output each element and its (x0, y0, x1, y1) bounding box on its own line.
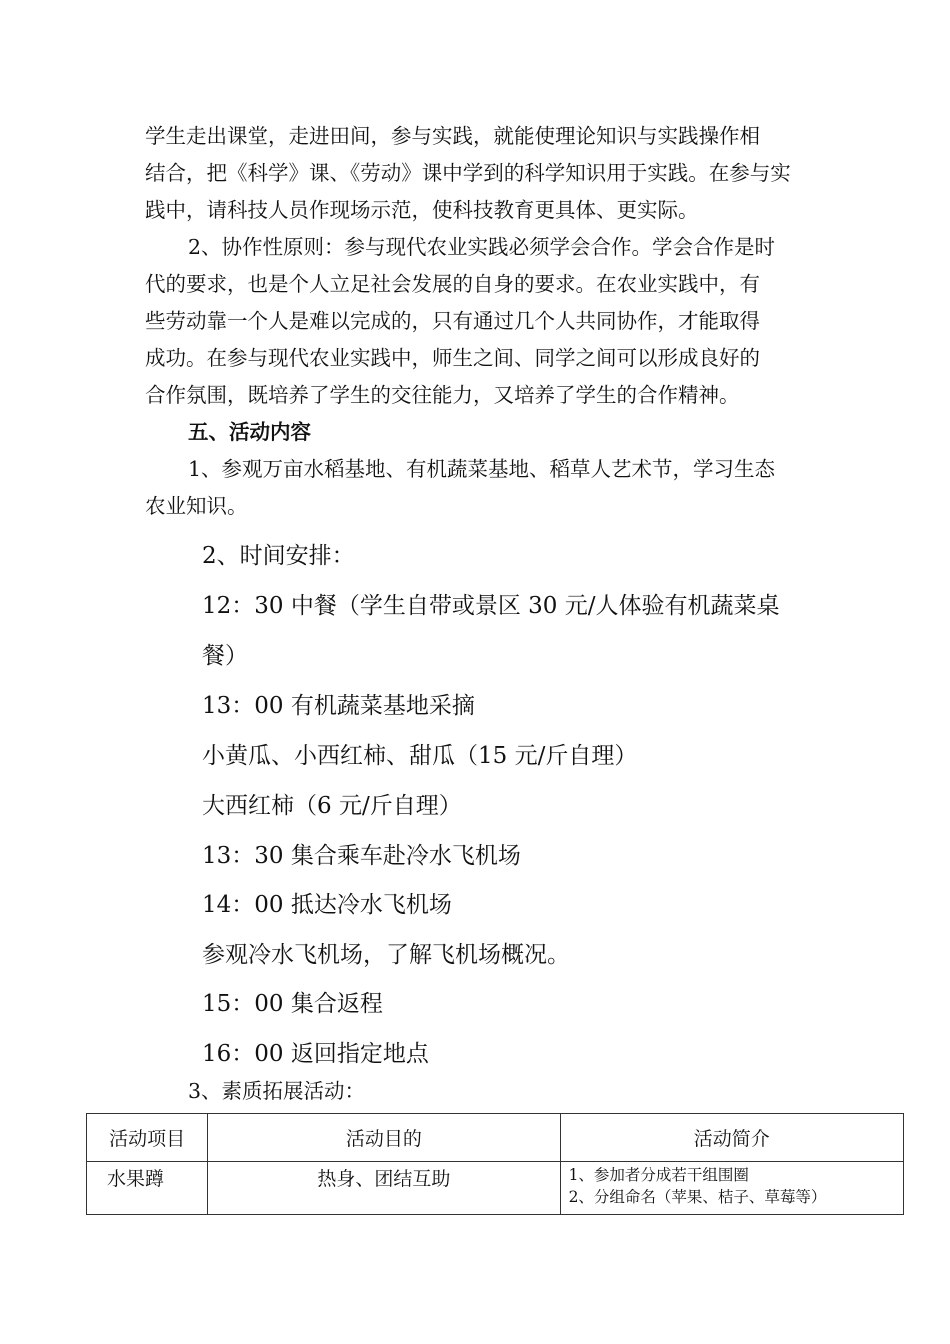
description-line: 2、分组命名（苹果、桔子、草莓等） (568, 1188, 827, 1206)
paragraph-line: 践中，请科技人员作现场示范，使科技教育更具体、更实际。 (145, 198, 699, 222)
paragraph-line: 成功。在参与现代农业实践中，师生之间、同学之间可以形成良好的 (145, 346, 760, 370)
section-heading: 五、活动内容 (188, 420, 311, 444)
schedule-line: 12：30 中餐（学生自带或景区 30 元/人体验有机蔬菜桌 (202, 593, 780, 619)
paragraph-line: 学生走出课堂，走进田间，参与实践，就能使理论知识与实践操作相 (145, 124, 760, 148)
schedule-line: 14：00 抵达冷水飞机场 (202, 892, 452, 918)
activity-description (560, 1162, 903, 1215)
activity-purpose: 热身、团结互助 (208, 1162, 560, 1215)
table-header-cell: 活动项目 (87, 1114, 208, 1162)
table-row (87, 1162, 904, 1215)
table-header-cell: 活动目的 (208, 1114, 560, 1162)
schedule-line: 15：00 集合返程 (202, 991, 383, 1017)
activities-table (86, 1113, 904, 1215)
schedule-line: 餐） (202, 643, 248, 669)
schedule-line: 13：30 集合乘车赴冷水飞机场 (202, 843, 521, 869)
schedule-line: 13：00 有机蔬菜基地采摘 (202, 693, 475, 719)
paragraph-line: 代的要求，也是个人立足社会发展的自身的要求。在农业实践中，有 (145, 272, 760, 296)
schedule-heading: 2、时间安排： (202, 543, 355, 569)
description-line: 1、参加者分成若干组围圈 (568, 1166, 749, 1184)
expansion-heading: 3、素质拓展活动： (188, 1079, 366, 1103)
paragraph-line: 些劳动靠一个人是难以完成的，只有通过几个人共同协作，才能取得 (145, 309, 760, 333)
paragraph-line: 结合，把《科学》课、《劳动》课中学到的科学知识用于实践。在参与实 (145, 161, 791, 185)
paragraph-line: 2、协作性原则：参与现代农业实践必须学会合作。学会合作是时 (188, 235, 776, 259)
schedule-line: 16：00 返回指定地点 (202, 1041, 429, 1067)
paragraph-line: 合作氛围，既培养了学生的交往能力，又培养了学生的合作精神。 (145, 383, 740, 407)
activity-name: 水果蹲 (87, 1162, 208, 1215)
schedule-line: 小黄瓜、小西红柿、甜瓜（15 元/斤自理） (202, 743, 638, 769)
paragraph-line: 1、参观万亩水稻基地、有机蔬菜基地、稻草人艺术节，学习生态 (188, 457, 776, 481)
schedule-line: 参观冷水飞机场，了解飞机场概况。 (202, 942, 570, 968)
table-header-cell: 活动简介 (560, 1114, 903, 1162)
paragraph-line: 农业知识。 (145, 494, 248, 518)
schedule-line: 大西红柿（6 元/斤自理） (202, 793, 462, 819)
table-header-row (87, 1114, 904, 1162)
